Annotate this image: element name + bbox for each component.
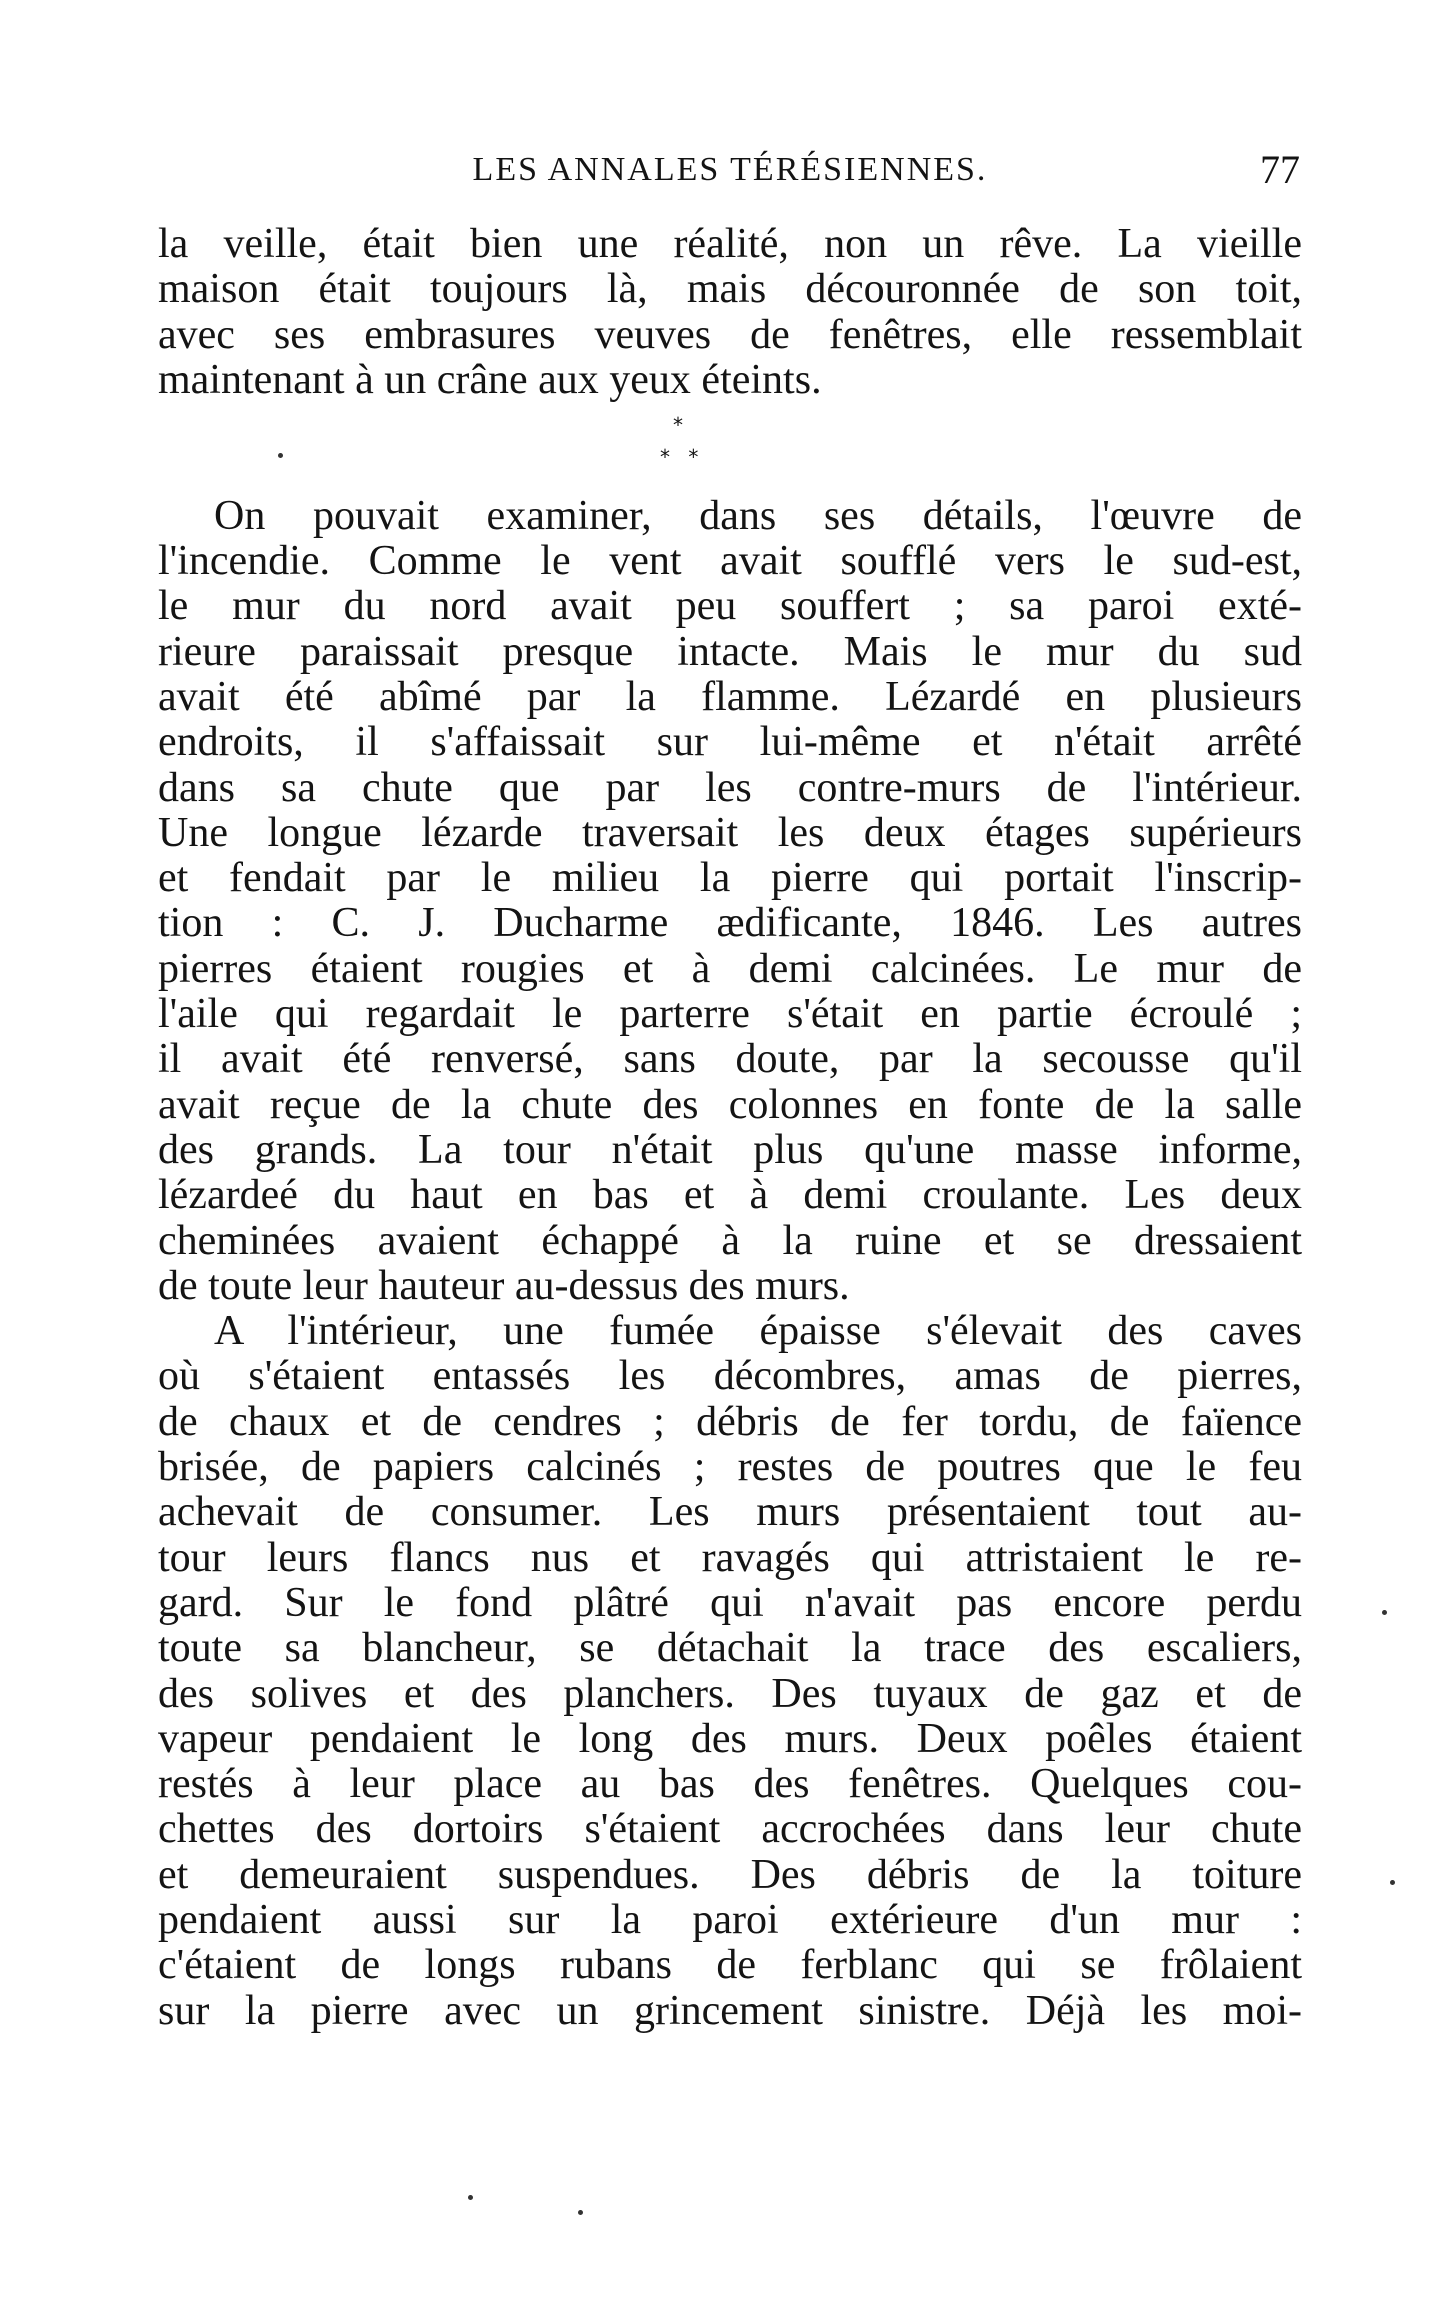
running-title: LES ANNALES TÉRÉSIENNES. [472, 151, 988, 188]
text-line: l'aile qui regardait le parterre s'était en partie écroulé ; [158, 992, 1302, 1038]
text-line: la veille, était bien une réalité, non un rêve. La vieille [158, 222, 1302, 267]
scan-speck [1390, 1880, 1395, 1885]
text-line: et fendait par le milieu la pierre qui portait l'inscrip- [158, 856, 1302, 902]
asterisk-top: * [673, 413, 683, 438]
text-line: tion : C. J. Ducharme ædificante, 1846. Les autres [158, 901, 1302, 947]
text-line: endroits, il s'affaissait sur lui-même et n'était arrêté [158, 720, 1302, 766]
text-line: c'étaient de longs rubans de ferblanc qui se frôlaient [158, 1943, 1302, 1989]
scan-speck [468, 2195, 473, 2200]
text-line: maison était toujours là, mais découronnée de son toit, [158, 267, 1302, 313]
scan-speck [278, 453, 283, 458]
text-line: il avait été renversé, sans doute, par la secousse qu'il [158, 1037, 1302, 1083]
text-line: le mur du nord avait peu souffert ; sa paroi exté- [158, 584, 1302, 630]
text-line: sur la pierre avec un grincement sinistre. Déjà les moi- [158, 1988, 1302, 2034]
text-line: On pouvait examiner, dans ses détails, l'œuvre de [214, 493, 1302, 539]
text-line: de chaux et de cendres ; débris de fer tordu, de faïence [158, 1399, 1302, 1445]
text-line: Une longue lézarde traversait les deux étages supérieurs [158, 810, 1302, 856]
text-line: chettes des dortoirs s'étaient accrochées dans leur chute [158, 1807, 1302, 1853]
text-line: pendaient aussi sur la paroi extérieure d'un mur : [158, 1897, 1302, 1943]
text-line: gard. Sur le fond plâtré qui n'avait pas encore perdu [158, 1580, 1302, 1626]
text-line: l'incendie. Comme le vent avait soufflé vers le sud-est, [158, 539, 1302, 585]
section-separator [158, 403, 1302, 494]
text-line: rieure paraissait presque intacte. Mais le mur du sud [158, 629, 1302, 675]
page-number: 77 [1260, 147, 1300, 192]
text-line: vapeur pendaient le long des murs. Deux poêles étaient [158, 1716, 1302, 1762]
text-line: brisée, de papiers calcinés ; restes de poutres que le feu [158, 1445, 1302, 1491]
asterisk-bottom: * * [660, 445, 705, 470]
body-text [158, 222, 1302, 2034]
text-line: dans sa chute que par les contre-murs de l'intérieur. [158, 765, 1302, 811]
text-line: lézardeé du haut en bas et à demi croulante. Les deux [158, 1173, 1302, 1219]
paragraph-1 [158, 222, 1302, 403]
text-line: avec ses embrasures veuves de fenêtres, elle ressemblait [158, 312, 1302, 358]
text-line: achevait de consumer. Les murs présentaient tout au- [158, 1490, 1302, 1536]
text-line: de toute leur hauteur au-dessus des murs. [158, 1263, 850, 1309]
text-line: avait été abîmé par la flamme. Lézardé en plusieurs [158, 674, 1302, 720]
text-line: cheminées avaient échappé à la ruine et se dressaient [158, 1218, 1302, 1264]
paragraph-3 [158, 1309, 1302, 2034]
text-line: avait reçue de la chute des colonnes en fonte de la salle [158, 1082, 1302, 1128]
scan-speck [578, 2210, 583, 2215]
text-line: restés à leur place au bas des fenêtres. Quelques cou- [158, 1762, 1302, 1808]
text-line: des solives et des planchers. Des tuyaux de gaz et de [158, 1671, 1302, 1717]
scan-speck [1382, 1610, 1387, 1615]
running-head [160, 140, 1300, 200]
text-line: des grands. La tour n'était plus qu'une masse informe, [158, 1127, 1302, 1173]
text-line: toute sa blancheur, se détachait la trace des escaliers, [158, 1626, 1302, 1672]
text-line: A l'intérieur, une fumée épaisse s'élevait des caves [214, 1309, 1302, 1355]
text-line: où s'étaient entassés les décombres, amas de pierres, [158, 1354, 1302, 1400]
paragraph-2 [158, 494, 1302, 1309]
text-line: maintenant à un crâne aux yeux éteints. [158, 357, 822, 403]
text-line: pierres étaient rougies et à demi calcinées. Le mur de [158, 946, 1302, 992]
text-line: tour leurs flancs nus et ravagés qui attristaient le re- [158, 1535, 1302, 1581]
text-line: et demeuraient suspendues. Des débris de la toiture [158, 1852, 1302, 1898]
